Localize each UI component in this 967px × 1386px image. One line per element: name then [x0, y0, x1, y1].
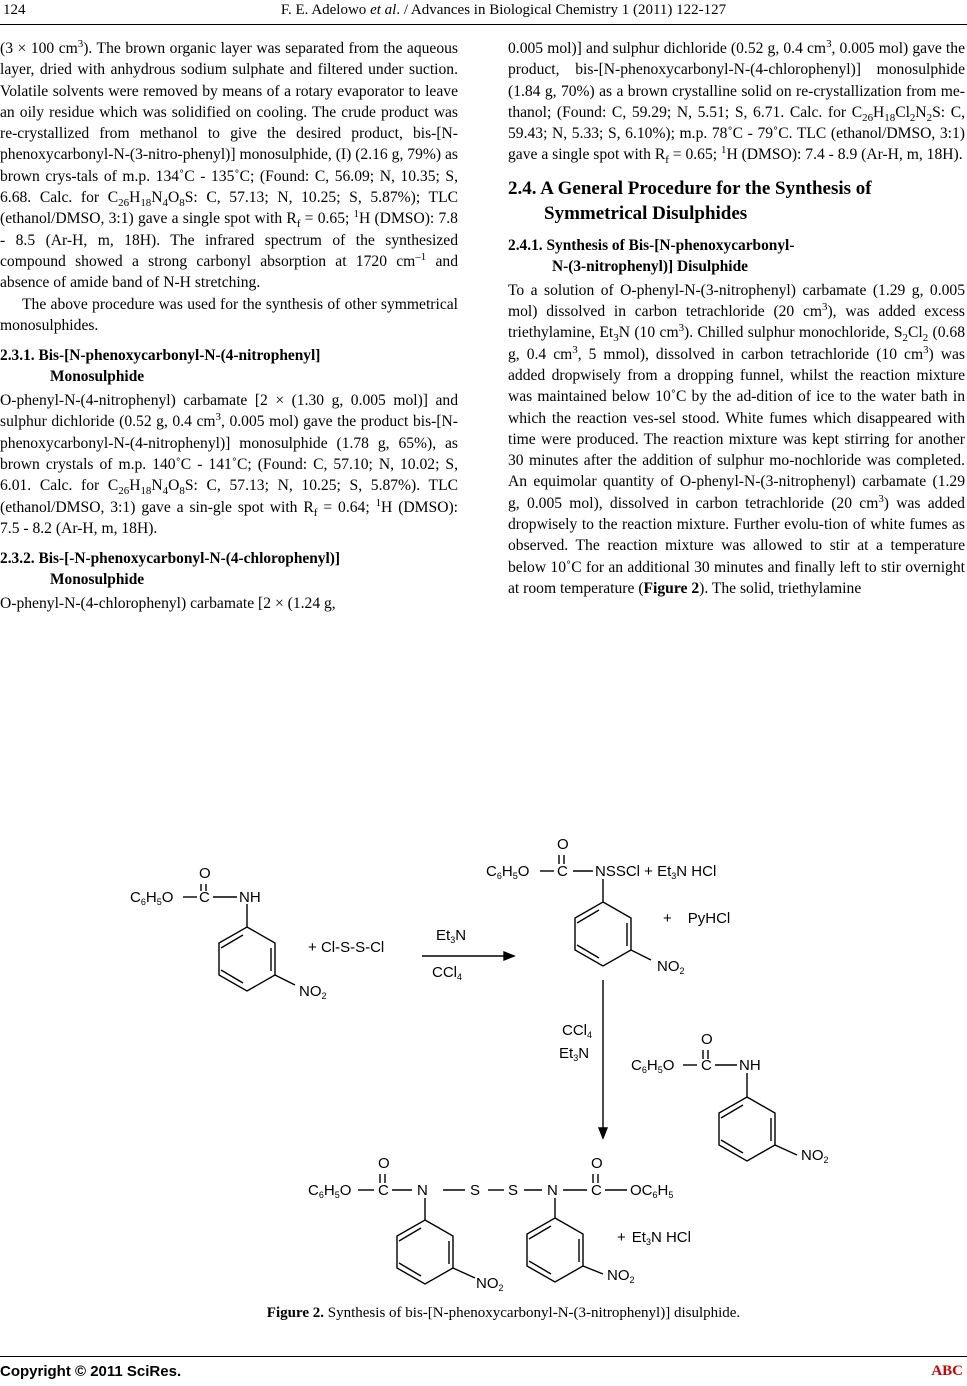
paragraph: 0.005 mol)] and sulphur dichloride (0.52 g, 0.4 $cm^3$, 0.005 mol) gave the product, bis-[N-phenoxycarbonyl-N-(4-chlorophenyl)] monosulphide (1.84 g, 70%) as a brown crystalline solid on re-crystallization from me-thanol; (Found: C, 59.29; N, 5.51; S, 6.71. Calc. for $C_{26}H_{18}Cl_2N_2S$: C, 59.43; N, 5.33; S, 6.10%); m.p. 78˚C - 79˚C. TLC (ethanol/DMSO, 3:1) gave a single spot with $R_f = 0.65$; $^1$H (DMSO): 7.4 - 8.9 (Ar-H, m, 18H). [508, 37, 966, 167]
svg-text:C: C [557, 863, 568, 880]
svg-text:NO2: $NO_2$ [657, 958, 685, 976]
paragraph: O-phenyl-N-(4-nitrophenyl) carbamate [2 × (1.30 g, 0.005 mol)] and sulphur dichloride (0.52 g, 0.4 $cm^3$, 0.005 mol) gave the product bis-[N-phenoxycarbonyl-N-(4-nitrophenyl)] monosulphide (1.78 g, 65%), as brown crystals of m.p. 140˚C - 141˚C; (Found: C, 57.10; N, 10.02; S, 6.01. Calc. for $C_{26}H_{18}N_4O_8S$: C, 57.13; N, 10.25; S, 5.87%). TLC (ethanol/DMSO, 3:1) gave a sin-gle spot with $R_f = 0.64$; $^1$H (DMSO): 7.5 - 8.2 (Ar-H, m, 18H). [0, 392, 458, 537]
svg-text:NO2: $NO_2$ [476, 1275, 504, 1293]
section-heading-2-3-1: 2.3.1. Bis-[N-phenoxycarbonyl-N-(4-nitrophenyl] Monosulphide [0, 347, 321, 386]
svg-text:Et3N: $Et_3N$ [559, 1045, 590, 1063]
paragraph: (3 × 100 $cm^3$). The brown organic layer was separated from the aqueous layer, dried with anhydrous sodium sulphate and filtered under suction. Volatile solvents were removed by means of a rotary evaporator to leave an oily residue which was solidified on cooling. The crude product was re-crystallized from methanol to give the desired product, bis-[N-phenoxycarbonyl-N-(3-nitro-phenyl)] monosulphide, (I) (2.16 g, 79%) as brown crys-tals of m.p. 134˚C - 135˚C; (Found: C, 56.09; N, 10.35; S, 6.68. Calc. for $C_{26}H_{18}N_4O_8S$: C, 57.13; N, 10.25; S, 5.87%); TLC (ethanol/DMSO, 3:1) gave a single spot with $R_f = 0.65$; $^1$H (DMSO): 7.8 - 8.5 (Ar-H, m, 18H). The infrared spectrum of the synthesized compound showed a strong carbonyl absorption at 1720 $cm^{-1}$ and absence of amide band of N-H stretching. [0, 37, 458, 292]
section-heading-2-4: 2.4. A General Procedure for the Synthesis of Symmetrical Disulphides [508, 177, 872, 224]
svg-text:NH: NH [739, 1057, 761, 1074]
svg-text:C: C [378, 1182, 389, 1199]
svg-text:+PyHCl: + PyHCl [663, 910, 731, 927]
svg-text:C6H5O: $C_6H_5O$ [308, 1182, 352, 1200]
svg-text:+Et3N HCl: + $Et_3N$ HCl [617, 1229, 691, 1247]
page-number: 124 [3, 2, 26, 18]
svg-text:S: S [508, 1182, 519, 1199]
copyright-notice: Copyright © 2011 SciRes. [0, 1363, 182, 1380]
svg-text:O: O [701, 1031, 713, 1048]
journal-abbreviation: ABC [931, 1363, 963, 1379]
paragraph: The above procedure was used for the synthesis of other symmetrical monosulphides. [0, 295, 458, 334]
svg-text:O: O [591, 1155, 603, 1172]
paragraph: O-phenyl-N-(4-chlorophenyl) carbamate [2 × (1.24 g, [0, 595, 336, 613]
svg-text:+ Cl-S-S-Cl: + Cl-S-S-Cl [308, 939, 385, 956]
footer-rule [0, 1356, 967, 1357]
running-header: F. E. Adelowo et al. / Advances in Biological Chemistry 1 (2011) 122-127 [280, 2, 727, 18]
svg-text:CCl4: CCl$_4$ [432, 964, 463, 982]
svg-text:NO2: $NO_2$ [801, 1147, 829, 1165]
svg-text:C: C [199, 889, 210, 906]
svg-text:C6H5O: $C_6H_5O$ [631, 1057, 675, 1075]
svg-text:OC6H5: $OC_6H_5$ [630, 1182, 674, 1200]
svg-text:NSSCl + Et3N HCl: NSSCl + $Et_3N$ HCl [595, 863, 717, 881]
svg-text:C: C [591, 1182, 602, 1199]
svg-text:C6H5O: $C_6H_5O$ [130, 889, 174, 907]
figure-caption: Figure 2. Synthesis of bis-[N-phenoxycarbonyl-N-(3-nitrophenyl)] disulphide. [266, 1305, 741, 1321]
left-column [0, 38, 458, 615]
right-column [508, 38, 965, 599]
svg-text:CCl4: CCl$_4$ [562, 1022, 593, 1040]
svg-text:NO2: $NO_2$ [607, 1267, 635, 1285]
svg-text:O: O [557, 836, 569, 853]
svg-text:NH: NH [239, 889, 261, 906]
svg-text:O: O [199, 865, 211, 882]
svg-text:C: C [701, 1057, 712, 1074]
svg-text:N: N [547, 1182, 558, 1199]
svg-text:NO2: $NO_2$ [299, 983, 327, 1001]
paragraph: To a solution of O-phenyl-N-(3-nitrophenyl) carbamate (1.29 g, 0.005 mol) dissolved in carbon tetrachloride (20 $cm^3$), was added excess triethylamine, $Et_3N$ (10 $cm^3$). Chilled sulphur monochloride, $S_2Cl_2$ (0.68 g, 0.4 $cm^3$, 5 mmol), dissolved in carbon tetrachloride (10 $cm^3$) was added dropwisely from a dropping funnel, whilst the reaction mixture was maintained below 10˚C by the ad-dition of ice to the water bath in which the reaction ves-sel stood. White fumes which disappeared with time were produced. The reaction mixture was kept stirring for another 30 minutes after the addition of sulphur mo-nochloride was completed. An equimolar quantity of O-phenyl-N-(3-nitrophenyl) carbamate (1.29 g, 0.005 mol), dissolved in carbon tetrachloride (20 $cm^3$) was added dropwisely to the reaction mixture. Further evolu-tion of white fumes as observed. The reaction mixture was allowed to stir at a temperature below 10˚C for an additional 30 minutes and finally left to stir overnight at room temperature (Figure 2). The solid, triethylamine [508, 281, 966, 597]
figure-reference[interactable]: Figure 2 [643, 579, 700, 597]
reaction-scheme-figure [0, 780, 967, 1300]
svg-text:C6H5O: $C_6H_5O$ [486, 863, 530, 881]
svg-text:Et3N: $Et_3N$ [436, 927, 467, 945]
svg-text:O: O [378, 1155, 390, 1172]
svg-text:N: N [417, 1182, 428, 1199]
svg-text:S: S [470, 1182, 481, 1199]
section-heading-2-3-2: 2.3.2. Bis-[-N-phenoxycarbonyl-N-(4-chlorophenyl)] Monosulphide [0, 550, 341, 589]
section-heading-2-4-1: 2.4.1. Synthesis of Bis-[N-phenoxycarbonyl- N-(3-nitrophenyl)] Disulphide [508, 236, 795, 275]
header-rule [0, 24, 967, 25]
